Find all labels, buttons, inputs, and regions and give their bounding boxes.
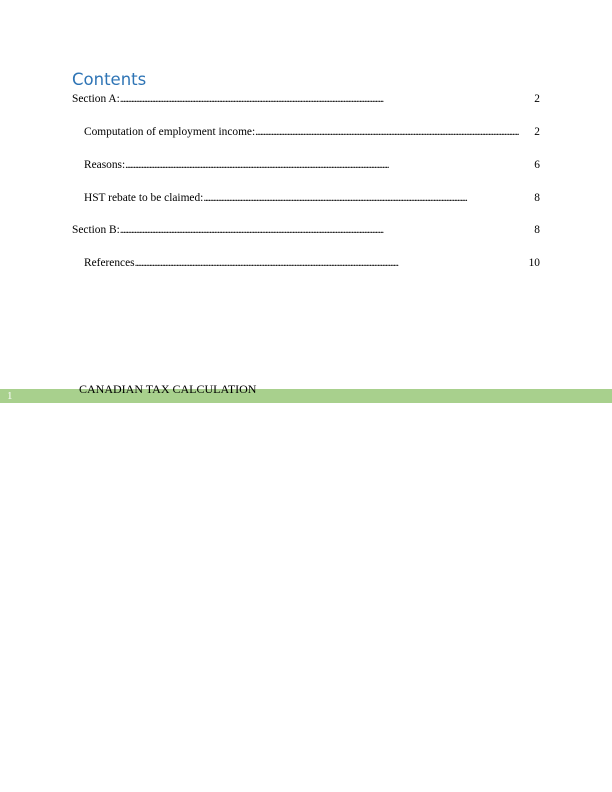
running-title: CANADIAN TAX CALCULATION (79, 382, 257, 396)
toc-dot-leader (125, 158, 534, 172)
toc-dot-leader (120, 92, 535, 106)
toc-entry-page: 6 (534, 159, 540, 171)
toc-entry-hst-rebate[interactable] (84, 191, 540, 205)
toc-entry-section-b[interactable] (72, 223, 540, 237)
toc-entry-section-a[interactable] (72, 92, 540, 106)
toc-dot-leader (203, 191, 534, 205)
toc-entry-page: 2 (534, 126, 540, 138)
toc-dot-leader (120, 223, 535, 237)
toc-dot-leader (255, 125, 534, 139)
toc-entry-page: 8 (534, 224, 540, 236)
toc-entry-label: Section B: (72, 224, 120, 236)
toc-entry-label: HST rebate to be claimed: (84, 192, 204, 204)
toc-entry-references[interactable] (84, 256, 540, 270)
toc-heading: Contents (72, 70, 147, 89)
toc-entry-computation-of-employment-income[interactable] (84, 125, 540, 139)
toc-entry-page: 2 (534, 93, 540, 105)
toc-entry-label: References (84, 257, 135, 269)
toc-entry-label: Section A: (72, 93, 120, 105)
toc-entry-label: Reasons: (84, 159, 126, 171)
toc-dot-leader (135, 256, 529, 270)
toc-entry-page: 10 (528, 257, 540, 269)
table-of-contents (0, 0, 612, 300)
page-number: 1 (7, 390, 13, 402)
toc-entry-page: 8 (534, 192, 540, 204)
toc-entry-reasons[interactable] (84, 158, 540, 172)
toc-entry-label: Computation of employment income: (84, 126, 256, 138)
